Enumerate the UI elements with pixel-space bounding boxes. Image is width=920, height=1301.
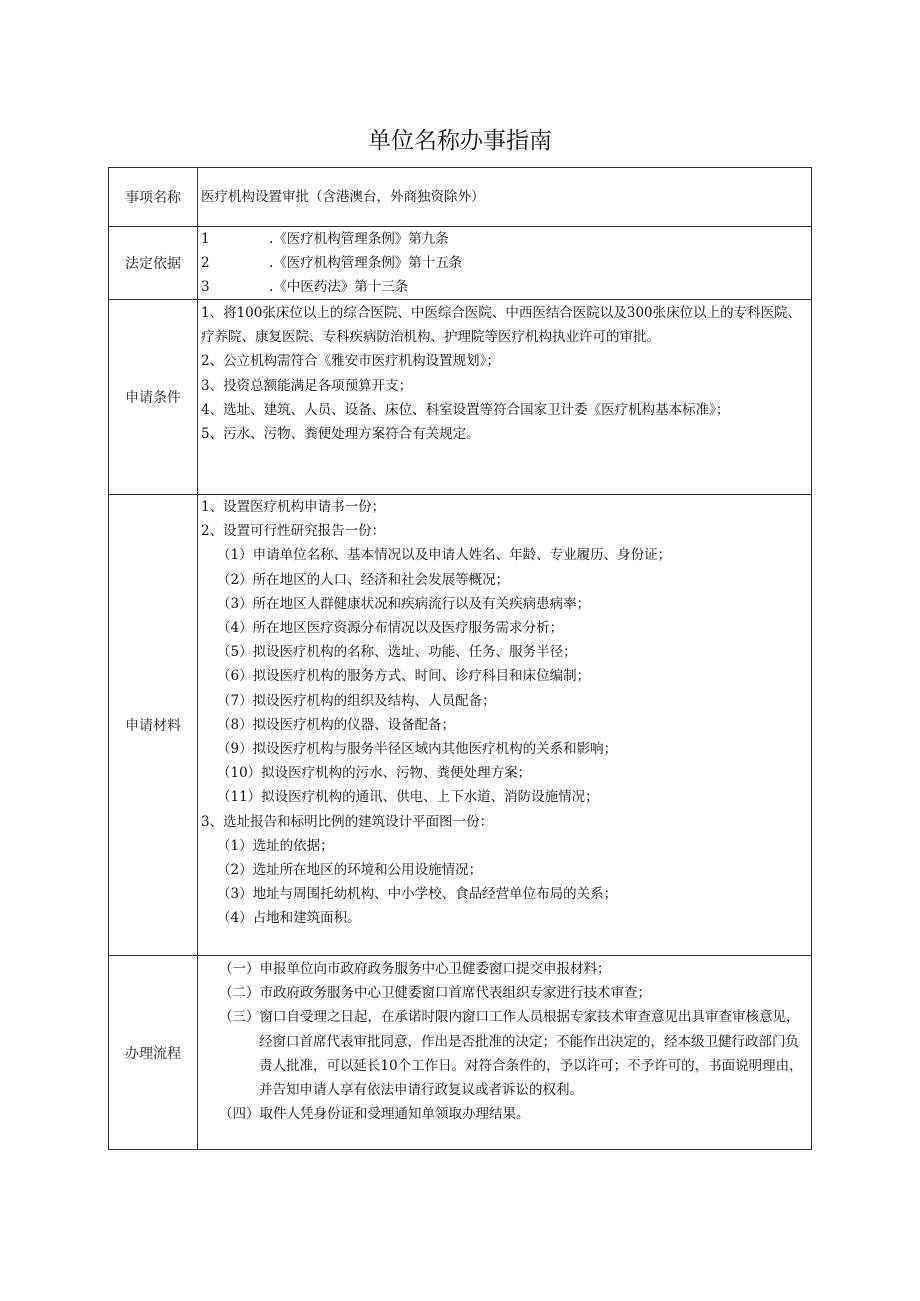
basis-num: 1 — [201, 231, 210, 247]
cell-materials — [198, 495, 812, 956]
basis-num: 2 — [201, 255, 210, 271]
condition-item: 5、污水、污物、粪便处理方案符合有关规定。 — [201, 426, 480, 443]
material-line: （6）拟设医疗机构的服务方式、时间、诊疗科目和床位编制； — [217, 668, 591, 685]
label-process: 办理流程 — [109, 956, 198, 1150]
material-line: （4）占地和建筑面积。 — [217, 910, 361, 927]
material-line: （2）所在地区的人口、经济和社会发展等概况； — [217, 571, 510, 588]
material-line: （8）拟设医疗机构的仪器、设备配备； — [217, 716, 456, 733]
basis-num: 3 — [201, 279, 210, 295]
label-materials: 申请材料 — [109, 495, 198, 956]
material-line: （2）选址所在地区的环境和公用设施情况； — [217, 862, 483, 879]
row-legal-basis — [109, 227, 812, 300]
material-line: 3、选址报告和标明比例的建筑设计平面图一份： — [201, 813, 494, 830]
basis-item — [201, 227, 808, 251]
condition-item: 2、公立机构需符合《雅安市医疗机构设置规划》； — [201, 353, 500, 370]
material-line: （7）拟设医疗机构的组织及结构、人员配备； — [217, 692, 496, 709]
condition-item: 4、选址、建筑、人员、设备、床位、科室设置等符合国家卫计委《医疗机构基本标准》； — [201, 401, 730, 418]
cell-item-name — [198, 168, 812, 227]
material-line: （9）拟设医疗机构与服务半径区域内其他医疗机构的关系和影响； — [217, 741, 618, 758]
row-item-name — [109, 168, 812, 227]
label-legal-basis: 法定依据 — [109, 227, 198, 300]
process-step: （四）取件人凭身份证和受理通知单领取办理结果。 — [219, 1106, 530, 1123]
condition-item: 1、将100张床位以上的综合医院、中医综合医院、中西医结合医院以及300张床位以上的专科医院、疗养院、康复医院、专科疾病防治机构、护理院等医疗机构执业许可的审批。 — [201, 305, 802, 346]
material-line: （1）申请单位名称、基本情况以及申请人姓名、年龄、专业履历、身份证； — [217, 547, 672, 564]
basis-text: .《医疗机构管理条例》第十五条 — [269, 255, 463, 271]
guide-table — [108, 167, 812, 1150]
label-conditions: 申请条件 — [109, 300, 198, 495]
material-line: （3）地址与周围托幼机构、中小学校、食品经营单位布局的关系； — [217, 886, 618, 903]
material-line: 1、设置医疗机构申请书一份； — [201, 499, 386, 515]
process-step: （一）申报单位向市政府政务服务中心卫健委窗口提交申报材料； — [219, 961, 611, 977]
row-conditions — [109, 300, 812, 495]
cell-conditions — [198, 300, 812, 495]
process-step: （二）市政府政务服务中心卫健委窗口首席代表组织专家进行技术审查； — [219, 985, 651, 1002]
cell-process — [198, 956, 812, 1150]
material-line: （11）拟设医疗机构的通讯、供电、上下水道、消防设施情况； — [217, 789, 599, 806]
basis-text: .《医疗机构管理条例》第九条 — [269, 231, 449, 247]
page-title: 单位名称办事指南 — [368, 128, 552, 154]
row-materials — [109, 495, 812, 956]
item-name-value: 医疗机构设置审批（含港澳台，外商独资除外） — [201, 189, 485, 205]
process-step: （三）窗口自受理之日起，在承诺时限内窗口工作人员根据专家技术审查意见出具审查审核意见，经窗口首席代表审批同意，作出是否批准的决定；不能作出决定的，经本级卫健行政部门负责人批准，可以延长10个工作日。对符合条件的，予以许可；不予许可的，书面说明理由，并告知申请人享有依法申请行政复议或者诉讼的权利。 — [219, 1009, 803, 1099]
basis-text: .《中医药法》第十三条 — [269, 279, 409, 295]
basis-item — [201, 275, 808, 299]
material-line: 2、设置可行性研究报告一份： — [201, 523, 386, 540]
label-item-name: 事项名称 — [109, 168, 198, 227]
basis-item — [201, 251, 808, 275]
material-line: （3）所在地区人群健康状况和疾病流行以及有关疾病患病率； — [217, 595, 591, 612]
cell-legal-basis — [198, 227, 812, 300]
material-line: （10）拟设医疗机构的污水、污物、粪便处理方案； — [217, 765, 532, 782]
material-line: （5）拟设医疗机构的名称、选址、功能、任务、服务半径； — [217, 644, 577, 661]
row-process — [109, 956, 812, 1150]
material-line: （4）所在地区医疗资源分布情况以及医疗服务需求分析； — [217, 620, 564, 637]
condition-item: 3、投资总额能满足各项预算开支； — [201, 377, 413, 394]
material-line: （1）选址的依据； — [217, 837, 334, 854]
